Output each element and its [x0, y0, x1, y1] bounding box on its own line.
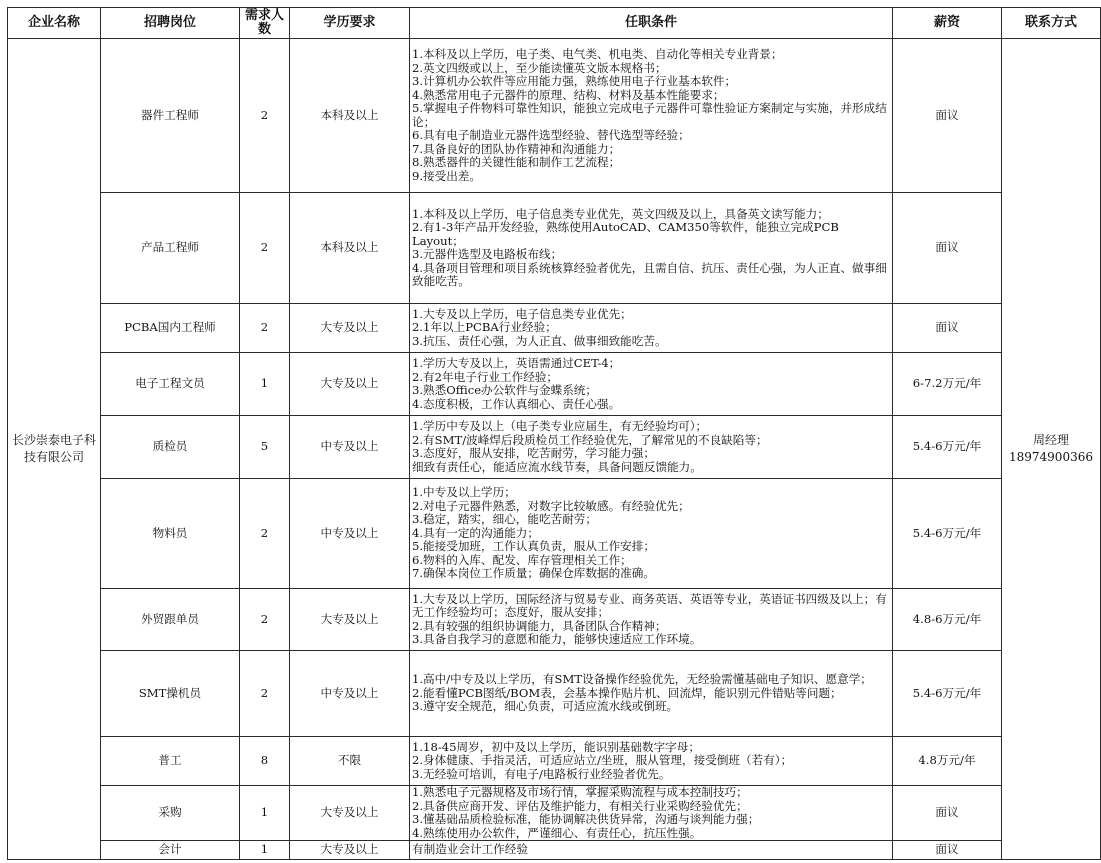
requirement-line: 5.掌握电子件物料可靠性知识，能独立完成电子元器件可靠性验证方案制定与实施，并形成结论； — [412, 101, 887, 129]
requirement-line: 有制造业会计工作经验 — [412, 842, 528, 857]
requirement-line: 2.英文四级或以上，至少能读懂英文版本规格书； — [412, 60, 667, 75]
salary-cell: 面议 — [893, 841, 1002, 860]
table-row — [8, 589, 1101, 651]
count-cell: 1 — [240, 786, 290, 841]
position-cell: 普工 — [101, 737, 240, 786]
salary-cell: 5.4-6万元/年 — [893, 416, 1002, 479]
count-cell: 5 — [240, 416, 290, 479]
requirement-line: 3.无经验可培训，有电子/电路板行业经验者优先。 — [412, 766, 671, 781]
education-cell: 大专及以上 — [290, 786, 410, 841]
count-cell: 2 — [240, 479, 290, 589]
education-cell: 大专及以上 — [290, 589, 410, 651]
education-cell: 中专及以上 — [290, 416, 410, 479]
table-row — [8, 651, 1101, 737]
count-cell: 1 — [240, 841, 290, 860]
table-row — [8, 39, 1101, 193]
requirement-line: 1.高中/中专及以上学历，有SMT设备操作经验优先，无经验需懂基础电子知识、愿意学； — [412, 672, 872, 687]
requirement-line: 1.本科及以上学历，电子类、电气类、机电类、自动化等相关专业背景； — [412, 47, 783, 61]
requirement-line: 6.物料的入库、配发、库存管理相关工作； — [412, 552, 632, 567]
requirements-cell — [410, 651, 893, 737]
header-education: 学历要求 — [290, 8, 410, 39]
requirements-cell — [410, 39, 893, 193]
education-cell: 本科及以上 — [290, 39, 410, 193]
salary-cell: 面议 — [893, 39, 1002, 193]
requirements-cell — [410, 416, 893, 479]
requirement-line: 3.抗压、责任心强，为人正直、做事细致能吃苦。 — [412, 333, 667, 348]
requirement-line: 1.18-45周岁，初中及以上学历，能识别基础数字字母； — [412, 739, 700, 754]
requirement-line: 7.具备良好的团队协作精神和沟通能力； — [412, 141, 621, 156]
header-salary: 薪资 — [893, 8, 1002, 39]
position-cell: SMT操机员 — [101, 651, 240, 737]
header-position: 招聘岗位 — [101, 8, 240, 39]
requirement-line: 3.遵守安全规范，细心负责，可适应流水线或倒班。 — [412, 699, 679, 714]
header-company: 企业名称 — [8, 8, 101, 39]
salary-cell: 6-7.2万元/年 — [893, 353, 1002, 416]
education-cell: 大专及以上 — [290, 304, 410, 353]
requirement-line: 2.具备供应商开发、评估及维护能力，有相关行业采购经验优先； — [412, 798, 748, 813]
requirement-line: 3.计算机办公软件等应用能力强，熟练使用电子行业基本软件； — [412, 74, 737, 88]
requirements-cell — [410, 786, 893, 841]
position-cell: PCBA国内工程师 — [101, 304, 240, 353]
education-cell: 中专及以上 — [290, 651, 410, 737]
requirements-cell — [410, 304, 893, 353]
header-row — [8, 8, 1101, 39]
requirement-line: 2.有SMT/波峰焊后段质检员工作经验优先，了解常见的不良缺陷等； — [412, 432, 768, 447]
requirements-cell — [410, 737, 893, 786]
salary-cell: 面议 — [893, 304, 1002, 353]
requirement-line: 1.大专及以上学历，国际经济与贸易专业、商务英语、英语等专业，英语证书四级及以上；有无工作经验均可；态度好，服从安排； — [412, 591, 887, 619]
count-cell: 1 — [240, 353, 290, 416]
position-cell: 产品工程师 — [101, 193, 240, 304]
recruitment-table — [7, 7, 1101, 860]
education-cell: 中专及以上 — [290, 479, 410, 589]
requirement-line: 3.具备自我学习的意愿和能力，能够快速适应工作环境。 — [412, 632, 702, 646]
requirement-line: 3.熟悉Office办公软件与金蝶系统； — [412, 383, 597, 397]
requirement-line: 4.态度积极，工作认真细心、责任心强。 — [412, 396, 621, 411]
requirement-line: 2.有2年电子行业工作经验； — [412, 369, 558, 384]
header-count: 需求人数 — [240, 8, 290, 39]
requirements-cell — [410, 589, 893, 651]
salary-cell: 4.8-6万元/年 — [893, 589, 1002, 651]
salary-cell: 5.4-6万元/年 — [893, 651, 1002, 737]
table-row — [8, 786, 1101, 841]
salary-cell: 面议 — [893, 193, 1002, 304]
table-row — [8, 416, 1101, 479]
table-row — [8, 353, 1101, 416]
table-body — [8, 39, 1101, 860]
count-cell: 8 — [240, 737, 290, 786]
requirement-line: 2.具有较强的组织协调能力，具备团队合作精神； — [412, 618, 667, 633]
contact-phone: 18974900366 — [1009, 450, 1093, 464]
header-contact: 联系方式 — [1002, 8, 1101, 39]
contact-name: 周经理 — [1032, 433, 1069, 447]
contact-cell — [1002, 39, 1101, 860]
table-row — [8, 304, 1101, 353]
requirement-line: 2.1年以上PCBA行业经验； — [412, 320, 557, 335]
requirement-line: 1.学历中专及以上（电子类专业应届生，有无经验均可）； — [412, 419, 708, 433]
requirements-cell — [410, 841, 893, 860]
education-cell: 大专及以上 — [290, 841, 410, 860]
position-cell: 器件工程师 — [101, 39, 240, 193]
position-cell: 外贸跟单员 — [101, 589, 240, 651]
requirement-line: 2.有1-3年产品开发经验，熟练使用AutoCAD、CAM350等软件，能独立完成PCB Layout； — [412, 220, 839, 248]
requirement-line: 2.身体健康、手指灵活，可适应站立/坐班，服从管理，接受倒班（若有）； — [412, 753, 793, 768]
requirement-line: 1.学历大专及以上，英语需通过CET-4； — [412, 356, 621, 370]
education-cell: 大专及以上 — [290, 353, 410, 416]
requirement-line: 1.本科及以上学历，电子信息类专业优先，英文四级及以上，具备英文读写能力； — [412, 206, 829, 221]
position-cell: 质检员 — [101, 416, 240, 479]
position-cell: 会计 — [101, 841, 240, 860]
requirement-line: 8.熟悉器件的关键性能和制作工艺流程； — [412, 155, 621, 169]
requirements-cell — [410, 479, 893, 589]
requirement-line: 1.熟悉电子元器规格及市场行情，掌握采购流程与成本控制技巧； — [412, 785, 748, 799]
company-name: 长沙崇泰电子科技有限公司 — [8, 39, 101, 860]
education-cell: 本科及以上 — [290, 193, 410, 304]
salary-cell: 5.4-6万元/年 — [893, 479, 1002, 589]
requirement-line: 4.熟练使用办公软件，严谨细心、有责任心，抗压性强。 — [412, 825, 702, 840]
table-row — [8, 841, 1101, 860]
position-cell: 电子工程文员 — [101, 353, 240, 416]
requirement-line: 细致有责任心，能适应流水线节奏，具备问题反馈能力。 — [412, 459, 702, 474]
requirement-line: 3.稳定，踏实，细心，能吃苦耐劳； — [412, 512, 597, 527]
requirement-line: 4.具备项目管理和项目系统核算经验者优先，且需自信、抗压、责任心强，为人正直、做事细致能吃苦。 — [412, 260, 887, 288]
requirement-line: 3.懂基础品质检验标准，能协调解决供货异常，沟通与谈判能力强； — [412, 812, 760, 826]
requirements-cell — [410, 353, 893, 416]
count-cell: 2 — [240, 304, 290, 353]
requirement-line: 7.确保本岗位工作质量；确保仓库数据的准确。 — [412, 566, 655, 581]
requirement-line: 2.对电子元器件熟悉，对数字比较敏感。有经验优先； — [412, 498, 690, 513]
requirement-line: 3.元器件选型及电路板布线； — [412, 247, 563, 261]
requirement-line: 5.能接受加班，工作认真负责，服从工作安排； — [412, 539, 655, 554]
requirement-line: 3.态度好，服从安排，吃苦耐劳，学习能力强； — [412, 446, 655, 460]
count-cell: 2 — [240, 39, 290, 193]
count-cell: 2 — [240, 651, 290, 737]
requirement-line: 9.接受出差。 — [412, 168, 482, 183]
count-cell: 2 — [240, 589, 290, 651]
header-requirements: 任职条件 — [410, 8, 893, 39]
position-cell: 采购 — [101, 786, 240, 841]
requirements-cell — [410, 193, 893, 304]
salary-cell: 4.8万元/年 — [893, 737, 1002, 786]
table-row — [8, 737, 1101, 786]
education-cell: 不限 — [290, 737, 410, 786]
requirement-line: 1.大专及以上学历，电子信息类专业优先； — [412, 306, 632, 321]
requirement-line: 6.具有电子制造业元器件选型经验、替代选型等经验； — [412, 128, 690, 142]
requirement-line: 4.熟悉常用电子元器件的原理、结构、材料及基本性能要求； — [412, 87, 725, 102]
table-row — [8, 479, 1101, 589]
table-row — [8, 193, 1101, 304]
salary-cell: 面议 — [893, 786, 1002, 841]
position-cell: 物料员 — [101, 479, 240, 589]
requirement-line: 1.中专及以上学历； — [412, 485, 516, 500]
count-cell: 2 — [240, 193, 290, 304]
requirement-line: 4.具有一定的沟通能力； — [412, 525, 539, 540]
requirement-line: 2.能看懂PCB图纸/BOM表，会基本操作贴片机、回流焊，能识别元件错贴等问题； — [412, 685, 842, 700]
